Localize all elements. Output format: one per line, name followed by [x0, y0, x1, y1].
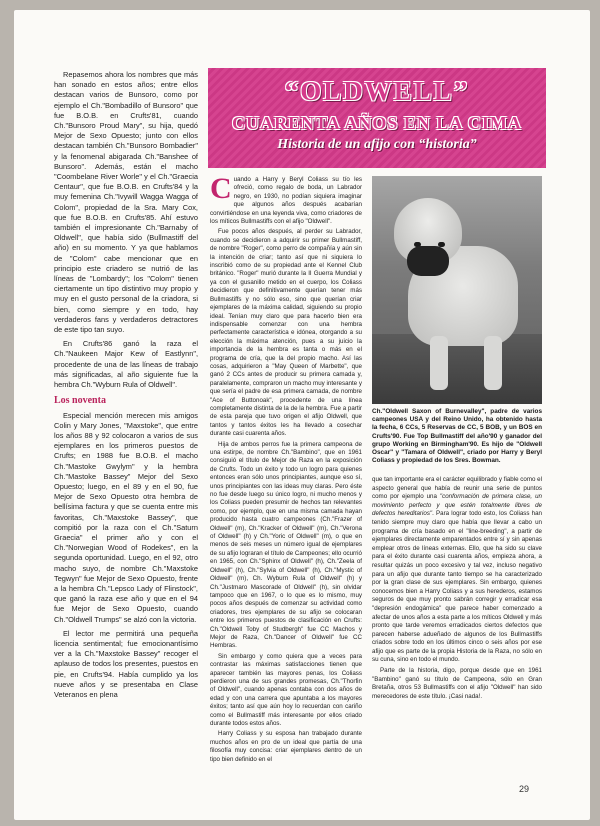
- right-paragraph-1-quote: "conformación de primera clase, un movimiento perfecto y que estén totalmente libres de defectos hereditarios": [372, 493, 542, 518]
- article-banner: [208, 68, 546, 168]
- middle-paragraph-5: Harry Coliass y su esposa han trabajado durante muchos años en pro de un ideal que partía de una filosofía muy concisa: criar ejemplares dentro de un tipo bien definido en el: [210, 730, 362, 763]
- right-paragraph-2: Parte de la historia, digo, porque desde que en 1961 "Bambino" ganó su título de Campeona, sólo en Gran Bretaña, otros 53 Bullmastiffs con el afijo "Oldwell" han sido merecedores de este título. ¡Casi nada!.: [372, 667, 542, 700]
- left-column: [54, 70, 198, 704]
- middle-paragraph-1-text: uando a Harry y Beryl Coliass su tío les ofreció, como regalo de boda, un Labrador negro, en 1930, no podían siquiera imaginar que algunos años después acabarían convirtiéndose en una leyenda viva, como criadores de los míticos Bullmastiffs con el afijo "Oldwell".: [210, 176, 362, 226]
- middle-paragraph-1: [210, 172, 362, 226]
- article-title: “OLDWELL”: [284, 76, 470, 106]
- right-paragraph-1-start: que tan importante era el carácter equilibrado y fiable como el aspecto general que había de reunir una serie de puntos como por ejemplo una: [372, 476, 542, 501]
- section-heading: Los noventa: [54, 395, 106, 407]
- dog-leg-shape: [484, 336, 502, 390]
- left-paragraph-4: El lector me permitirá una pequeña licencia sentimental; fue emocionantísimo ver a la Ch."Maxstoke Bassey" recoger el aplauso de todos los presentes, puestos en pie, en Crufts'94. Había cumplido ya los nueve años y se presentaba en Clase Veteranos en plena: [54, 628, 198, 699]
- left-paragraph-3: Especial mención merecen mis amigos Colin y Mary Jones, "Maxstoke", que entre los años 88 y 92 colocaron a varios de sus ejemplares en los primeros puestos de Crufts; en 1988 fue B.O.B. el macho Ch."Mastoke Gwylym" y la hembra Ch."Mastoke Bassey" Mejor del Sexo Opuesto; luego, en el 89 y en el 90, fue Mejor de Sexo Opuesto otra hembra de bellísima factura y que se cuenta entre mis favoritas, Ch."Maxstoke Bassey", que compitió por la raza con el Ch."Saturn Graecia" el primer año y con el Ch."Norwegian Wood of Rodekes", en la segunda oportunidad. Luego, en el 92, otro macho suyo, de nombre Ch."Maxstoke Tegwyn" fue Mejor de Sexo Opuesto, frente a la hembra Ch."Lepsco Lady of Flinstock", que ganó la raza ese año y que en el 94 fue Mejor de Sexo Opuesto, cuando Ch."Oldwell Trumps" se alzó con la victoria.: [54, 410, 198, 624]
- right-paragraph-1-end: . Para lograr todo esto, los Coliass han tenido siempre muy claro que había que llevar a cabo un programa de cría basado en el "line-breeding", a partir de ejemplares directamente emparentados entre sí y sin apenas emplear otros de líneas externas. Ello, que ha sido su clave para el éxito durante casi cuarenta años, empieza ahora, a resultar quizás un poco excesivo y tal vez, incluso negativo para un afijo que durante tanto tiempo se ha caracterizado por la gran clase de sus ejemplares. Sin embargo, quienes conocemos bien a Harry Coliass y a sus herederos, estamos seguros de que muy pronto sabrán corregir y erradicar esa "depresión endogámica" que parece haber comenzado a afectar de unos años a esta parte a los míticos Oldwell y más pronto que tarde veremos erradicados ciertos defectos que parecen haberse adueñado de algunos de los Bullmastiffs criados sobre todo en los últimos cinco o seis años por ese afijo que es parte de la propia Historia de la Raza, no sólo en su cuna, sino en todo el mundo.: [372, 510, 542, 664]
- middle-paragraph-3: Hija de ambos perros fue la primera campeona de una estirpe, de nombre Ch."Bambino", que en 1961 consiguió el título de Mejor de Raza en la exposición de Crufts. Todo un éxito y todo un logro para quienes entonces eran sólo unos principiantes, aunque eso sí, unos principiantes con las ideas muy claras. Pero éste no fue desde luego su único logro, ni mucho menos y los Coliass pueden presumir de hechos tan relevantes como, por ejemplo, que en una misma camada hayan producido hasta cuatro campeones (Ch."Frazer of Oldwell" (m), Ch."Kracker of Oldwell" (m), Ch."Verona of Oldwell" (h) y Ch."Yoric of Oldwell" (m), o que en menos de seis meses un número igual de ejemplares de su afijo lograran el título de Campeones; ello ocurrió en 1965, con Ch."Sphinx of Oldwell" (h), Ch."Zeela of Oldwell" (h), Ch."Sylvia of Oldwell" (h), Ch."Mystic of Oldwell" (m), Ch. Wyburn Rula of Oldwell" (h) y Ch."Justmaro Mascorade of Oldwell" (h), sin olvidar tampoco que en 1967, o lo que es lo mismo, muy pocos años después de comenzar su actividad como criadores, tres ejemplares de su afijo se colocaran entre los primeros puestos de clasificación en Crufts: Ch."Oldwell Toby of Studbergh" fue CC Machos y Mejor de Raza, Ch."Dancer of Oldwell" fue CC Hembras.: [210, 440, 362, 650]
- middle-paragraph-4: Sin embargo y como quiera que a veces para contrastar las máximas satisfacciones tienen que aparecer también las mayores penas, los Coliass perdieron una de sus grandes promesas, Ch."Thorfin of Oldwell", cuando apenas contaba con dos años de edad y con una carrera que apuntaba a los mayores éxitos; tanto así que aún hoy lo recuerdan con cariño como el Bullmastiff más interesante por ellos criado durante todos estos años.: [210, 652, 362, 727]
- page-number: 29: [519, 784, 530, 794]
- dog-head-shape: [394, 198, 462, 264]
- dog-muzzle-shape: [407, 246, 449, 276]
- right-paragraph-1: [372, 476, 542, 665]
- middle-column: [210, 172, 362, 766]
- drop-cap: C: [210, 172, 232, 205]
- article-subtitle: CUARENTA AÑOS EN LA CIMA: [232, 113, 522, 133]
- middle-paragraph-2: Fue pocos años después, al perder su Labrador, cuando se decidieron a adquirir su primer Bullmastiff, de nombre "Roger", como perro de compañía y aún sin la intención de criar; tanto así que ni siquiera lo inscribió como de su propiedad ante el Kennel Club británico. "Roger" murió durante la II Guerra Mundial y ya con el gusanillo metido en el cuerpo, los Coliass decidieron que definitivamente querían tener más Bullmastiffs y no sólo eso, sino que querían criar ejemplares de la máxima calidad, siguiendo su propio ideal. Tenían muy claro que para hacerlo bien era indispensable comenzar con una hembra perfectamente característica e idónea, otorgando a su elección la máxima atención, pues a su juicio la importancia de la hembra es tanta o más en el programa de cría, que la del propio macho. Así las cosas, adquirieron a "May Queen of Marbette", que ganó 2 CCs antes de producir su primera camada y, paralelamente, compraron un macho muy interesante y que sería el padre de esa primera camada, de nombre "Ace of Buttonoak", procedente de una línea completamente distinta de la de la hembra. Fue a partir de esta pareja que tuvo origen el afijo Oldwell, que tantos y tantos éxitos les ha llevado a cosechar durante casi cuarenta años.: [210, 228, 362, 438]
- left-paragraph-1: Repasemos ahora los nombres que más han sonado en estos años; entre ellos destacan varios de Bunsoro, como por ejemplo el Ch."Bombadillo of Bunsoro" que fue B.O.B. en Crufts'81, cuando Ch."Bunsoro Proud Mary", su hija, quedó Mejor de Sexo Opuesto; junto con ellos destacan también Ch."Bunsoro Bombadier" y la fenomenal abigarada Ch."Banshee of Bunsoro". Además, están el macho "Coombelane River Worle" y el Ch."Graecia Centaur", que fue B.O.B. en Crufts'84 y la muy femenina Ch."Ivywill Wagga Wagga of Colom", propiedad de la Sra. Mary Cox, que fue B.O.B. en Crufts'85. Ahí estuvo también el impresionante Ch."Barnaby of Oldwell", que había sido (Bullmastiff del año) en su momento. Y ya que hablamos de "Colom" cabe mencionar que en principio este criadero se nutrió de las líneas de "Lombardy"; los "Colom" tienen ciertamente un tipo distintivo muy propio y muy en el gusto personal de la criadora, si bien, como siempre y en todo, hay verdaderos fans y verdaderos detractores de este tipo tan suyo.: [54, 70, 198, 335]
- left-paragraph-2: En Crufts'86 ganó la raza el Ch."Naukeen Major Kew of Eastlynn", procedente de una de las líneas de trabajo más significadas, al año siguiente fue la hembra Ch."Wyburn Rula of Oldwell".: [54, 339, 198, 390]
- dog-leg-shape: [430, 336, 448, 390]
- article-tagline: Historia de un afijo con “historia”: [277, 137, 477, 152]
- dog-photo: [372, 176, 542, 404]
- photo-caption: Ch."Oldwell Saxon of Burnevalley", padre de varios campeones USA y del Reino Unido, ha obtenido hasta la fecha, 6 CCs, 5 Reservas de CC, 5 BOB, y un BOS en Crufts'90. Fue Top Bullmastiff del año'90 y ganador del grupo Working en Birmingham'90. Es hijo de "Oldwell Oscar" y "Tamara of Oldwell", criado por Harry y Beryl Coliass y propiedad de los Sres. Bowman.: [372, 408, 542, 465]
- right-column: [372, 476, 542, 703]
